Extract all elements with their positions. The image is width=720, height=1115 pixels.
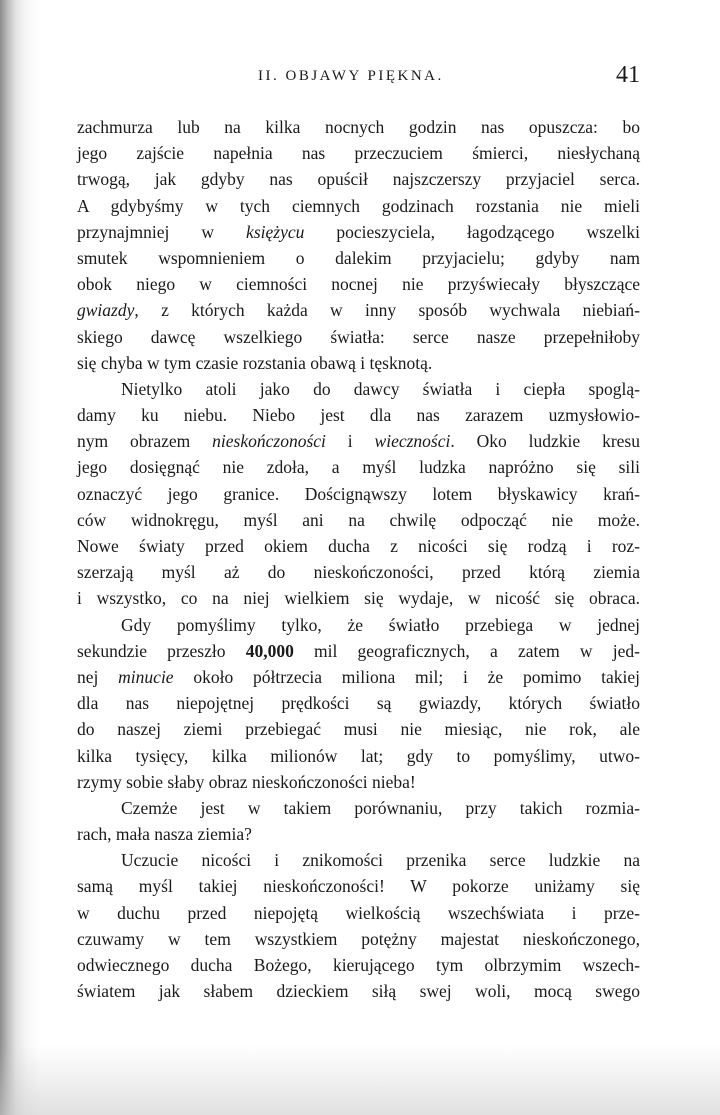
italic-term: minucie <box>118 666 174 687</box>
text-line: nym obrazem nieskończoności i wieczności. Oko ludzkie kresu <box>77 431 640 452</box>
italic-term: wieczności <box>374 431 451 452</box>
text-line: Czemże jest w takiem porównaniu, przy takich rozmia- <box>121 797 640 818</box>
text-line: A gdybyśmy w tych ciemnych godzinach rozstania nie mieli <box>77 195 640 216</box>
text-line: dla nas niepojętnej prędkości są gwiazdy, których światło <box>77 693 640 714</box>
text-line: trwogą, jak gdyby nas opuścił najszczerszy przyjaciel serca. <box>77 169 640 190</box>
paragraph <box>77 376 640 612</box>
text-line: się chyba w tym czasie rozstania obawą i tęsknotą. <box>77 352 433 373</box>
text-line: samą myśl takiej nieskończoności! W pokorze uniżamy się <box>77 876 640 897</box>
text-line: przynajmniej w księżycu pocieszyciela, łagodzącego wszelki <box>77 221 641 242</box>
text-line: Nietylko atoli jako do dawcy światła i ciepła spoglą- <box>121 378 640 399</box>
paragraph <box>77 847 640 1004</box>
page-header <box>0 62 720 92</box>
paragraph <box>77 612 640 795</box>
text-line: Nowe światy przed okiem ducha z nicości się rodzą i roz- <box>77 536 640 556</box>
text-line: jego zajście napełnia nas przeczuciem śmierci, niesłychaną <box>77 143 640 164</box>
text-line: w duchu przed niepojętą wielkością wszechświata i prze- <box>77 902 640 923</box>
text-line: odwiecznego ducha Bożego, kierującego tym olbrzymim wszech- <box>77 955 640 975</box>
text-line: czuwamy w tem wszystkiem potężny majestat nieskończonego, <box>77 928 640 949</box>
text-line: nej minucie około półtrzecia miliona mil; i że pomimo takiej <box>77 666 640 687</box>
text-line: sekundzie przeszło 40,000 mil geograficznych, a zatem w jed- <box>77 640 640 661</box>
text-line: obok niego w ciemności nocnej nie przyświecały błyszczące <box>77 274 640 295</box>
text-line: smutek wspomnieniem o dalekim przyjacielu; gdyby nam <box>77 247 640 268</box>
paragraph <box>77 795 640 847</box>
text-line: Uczucie nicości i znikomości przenika serce ludzkie na <box>121 850 640 871</box>
text-line: Gdy pomyślimy tylko, że światło przebiega w jednej <box>121 614 640 635</box>
paragraph <box>77 114 640 376</box>
bold-number: 40,000 <box>245 640 294 661</box>
text-line: zachmurza lub na kilka nocnych godzin nas opuszcza: bo <box>77 117 640 137</box>
italic-term: gwiazdy <box>77 300 135 321</box>
italic-term: nieskończoności <box>212 431 326 452</box>
page-number: 41 <box>616 62 640 88</box>
text-line: światem jak słabem dzieckiem siłą swej woli, mocą swego <box>77 981 640 1002</box>
body-text <box>77 114 640 1004</box>
text-line: skiego dawcę wszelkiego światła: serce nasze przepełniłoby <box>77 326 640 347</box>
text-line: oznaczyć jego granice. Doścignąwszy lotem błyskawicy krań- <box>77 483 640 504</box>
text-line: rzymy sobie słaby obraz nieskończoności nieba! <box>77 771 416 792</box>
text-line: ców widnokręgu, myśl ani na chwilę odpocząć nie może. <box>77 509 640 530</box>
text-line: damy ku niebu. Niebo jest dla nas zarazem uzmysłowio- <box>77 405 640 426</box>
text-line: szerzają myśl aż do nieskończoności, przed którą ziemia <box>77 562 640 583</box>
text-line: i wszystko, co na niej wielkiem się wydaje, w nicość się obraca. <box>77 588 640 609</box>
italic-term: księżycu <box>246 221 305 242</box>
text-line: do naszej ziemi przebiegać musi nie miesiąc, nie rok, ale <box>77 719 640 740</box>
text-line: rach, mała nasza ziemia? <box>77 824 252 845</box>
text-line: jego dosięgnąć nie zdoła, a myśl ludzka napróżno się sili <box>77 457 640 478</box>
text-line: kilka tysięcy, kilka milionów lat; gdy to pomyślimy, utwo- <box>77 745 640 766</box>
text-line: gwiazdy, z których każda w inny sposób wychwala niebiań- <box>77 300 640 321</box>
running-head: II. OBJAWY PIĘKNA. <box>258 68 444 84</box>
